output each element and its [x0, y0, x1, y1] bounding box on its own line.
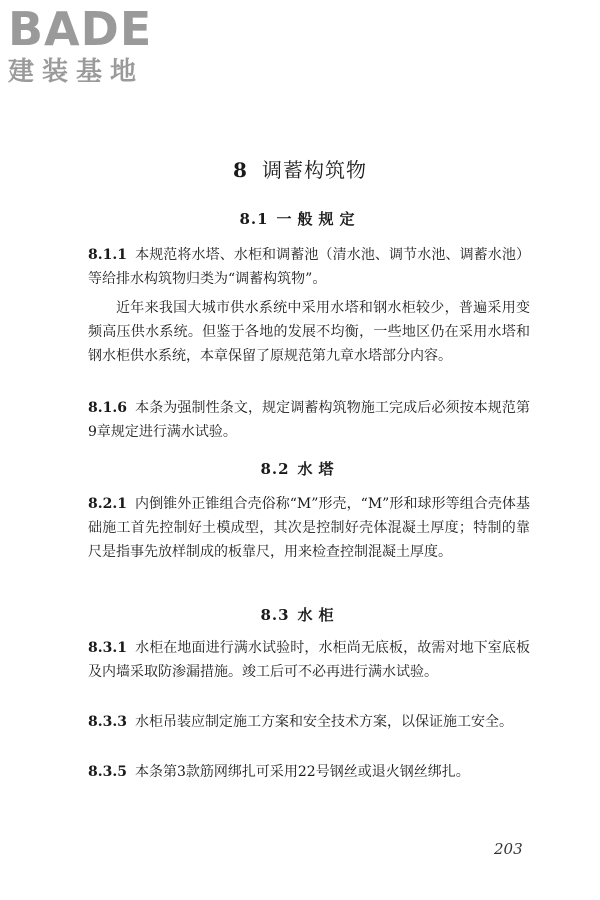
logo-wordmark: BADE — [8, 2, 153, 56]
section-title-8-1 — [0, 208, 600, 229]
section-number: 8.2 — [260, 460, 290, 478]
section-name: 一般规定 — [276, 210, 361, 228]
clause-8-3-3 — [88, 710, 530, 734]
clause-number: 8.3.3 — [88, 714, 127, 730]
section-number: 8.1 — [239, 210, 269, 228]
clause-text: 内倒锥外正锥组合壳俗称“M”形壳，“M”形和球形等组合壳体基础施工首先控制好土模成型，其次是控制好壳体混凝土厚度；特制的靠尺是指事先放样制成的板靠尺，用来检查控制混凝土厚度。 — [88, 496, 530, 560]
clause-number: 8.2.1 — [88, 496, 127, 512]
clause-text: 本规范将水塔、水柜和调蓄池（清水池、调节水池、调蓄水池）等给排水构筑物归类为“调蓄构筑物”。 — [88, 247, 530, 287]
page-number: 203 — [494, 840, 523, 858]
section-title-8-2 — [0, 458, 600, 479]
paragraph-text: 近年来我国大城市供水系统中采用水塔和钢水柜较少，普遍采用变频高压供水系统。但鉴于各地的发展不均衡，一些地区仍在采用水塔和钢水柜供水系统，本章保留了原规范第九章水塔部分内容。 — [88, 300, 530, 364]
clause-8-1-1 — [88, 243, 530, 291]
clause-text: 本条第3款筋网绑扎可采用22号钢丝或退火钢丝绑扎。 — [134, 764, 470, 780]
clause-number: 8.1.6 — [88, 400, 127, 416]
clause-text: 水柜吊装应制定施工方案和安全技术方案，以保证施工安全。 — [134, 714, 513, 730]
paragraph-8-1-note — [88, 296, 530, 368]
clause-8-3-1 — [88, 636, 530, 684]
section-name: 水塔 — [297, 460, 340, 478]
clause-8-2-1 — [88, 492, 530, 564]
clause-number: 8.3.1 — [88, 640, 127, 656]
chapter-number: 8 — [233, 158, 248, 182]
clause-8-1-6 — [88, 396, 530, 444]
section-title-8-3 — [0, 604, 600, 625]
chapter-name: 调蓄构筑物 — [261, 158, 367, 182]
logo-subtitle: 建装基地 — [8, 57, 145, 87]
chapter-title — [0, 154, 600, 183]
clause-8-3-5 — [88, 760, 530, 784]
clause-number: 8.1.1 — [88, 247, 127, 263]
logo — [8, 4, 178, 88]
section-number: 8.3 — [260, 606, 290, 624]
clause-number: 8.3.5 — [88, 764, 127, 780]
clause-text: 本条为强制性条文，规定调蓄构筑物施工完成后必须按本规范第9章规定进行满水试验。 — [88, 400, 530, 440]
section-name: 水柜 — [297, 606, 340, 624]
clause-text: 水柜在地面进行满水试验时，水柜尚无底板，故需对地下室底板及内墙采取防渗漏措施。竣工后可不必再进行满水试验。 — [88, 640, 530, 680]
